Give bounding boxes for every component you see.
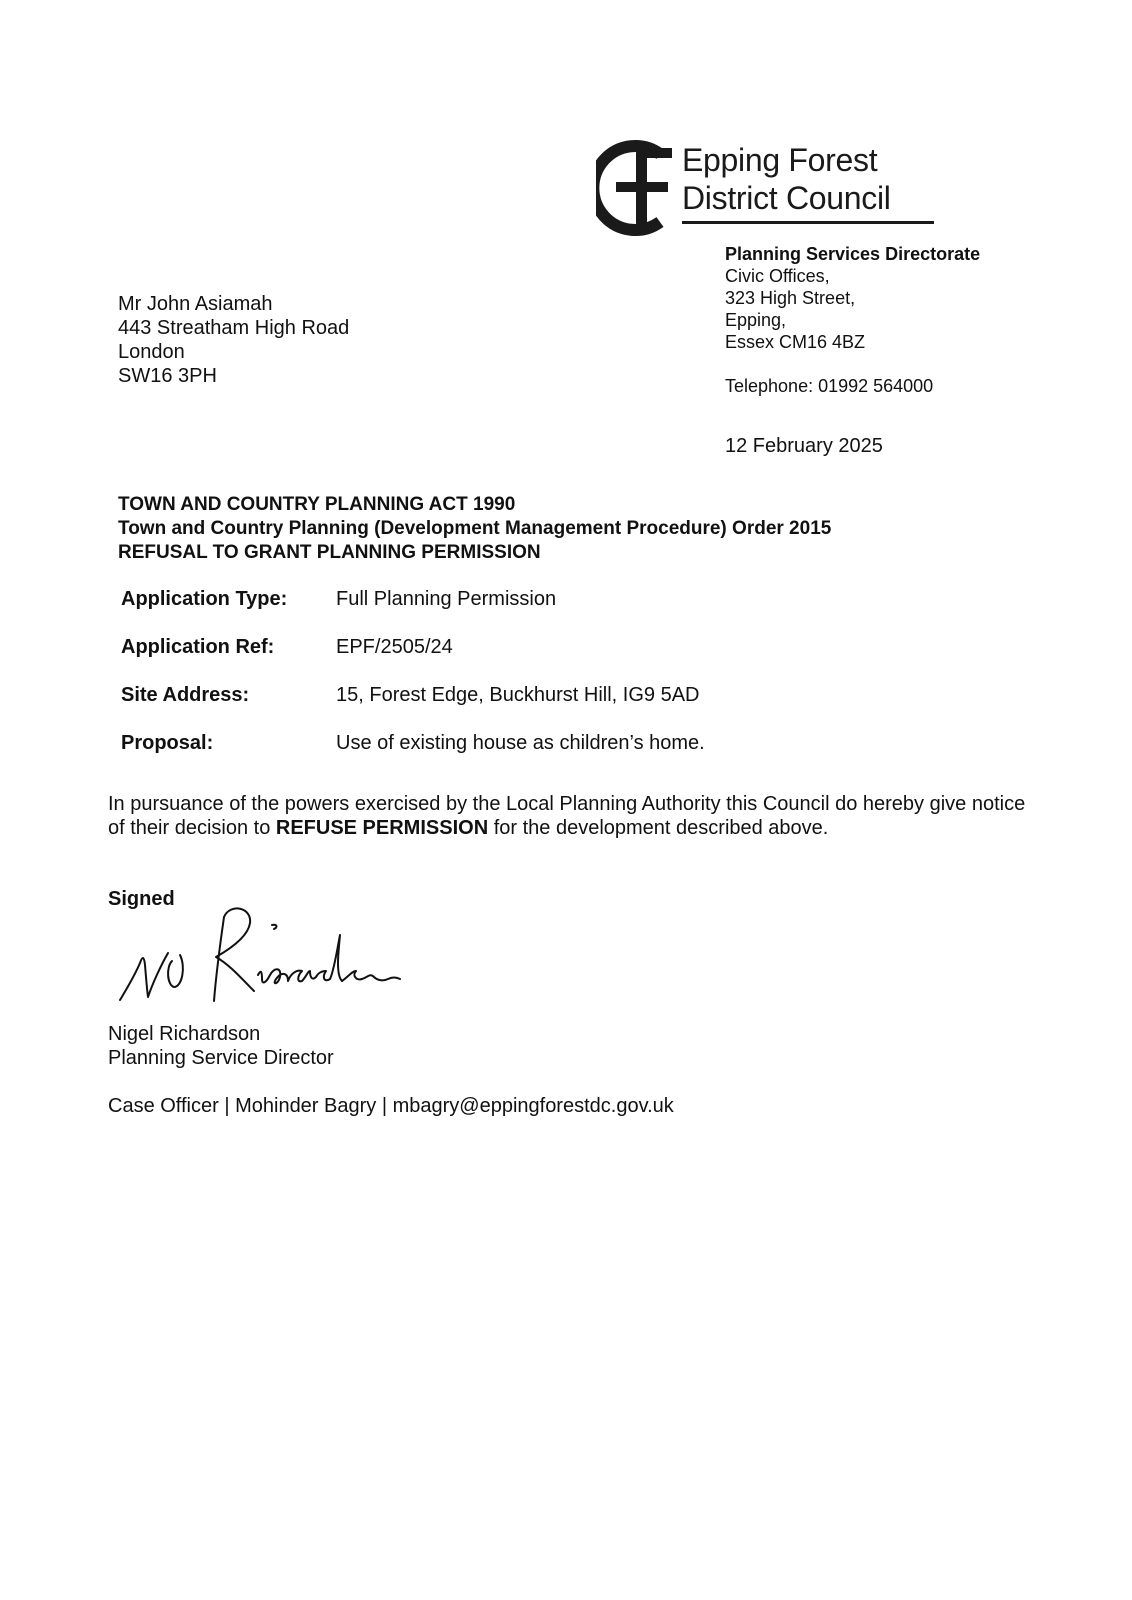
sender-address-line: Epping,: [725, 310, 787, 330]
detail-label: Application Type:: [121, 588, 288, 610]
sender-address: [725, 243, 980, 397]
signed-label: Signed: [108, 888, 175, 910]
signatory-name: Nigel Richardson: [108, 1023, 261, 1045]
case-officer-line: Case Officer | Mohinder Bagry | mbagry@eppingforestdc.gov.uk: [108, 1095, 674, 1117]
detail-value: EPF/2505/24: [336, 636, 453, 658]
logo-title-line2: District Council: [682, 180, 891, 216]
recipient-line: Mr John Asiamah: [118, 293, 273, 315]
council-logo: [596, 138, 946, 238]
recipient-line: SW16 3PH: [118, 365, 217, 387]
logo-underline: [682, 221, 934, 224]
detail-label: Site Address:: [121, 684, 250, 706]
recipient-line: 443 Streatham High Road: [118, 317, 350, 339]
decision-text-after: for the development described above.: [488, 817, 829, 839]
letter-date: 12 February 2025: [725, 435, 883, 457]
sender-address-line: Civic Offices,: [725, 266, 830, 286]
sender-directorate: Planning Services Directorate: [725, 244, 981, 264]
detail-value: Use of existing house as children’s home.: [336, 732, 705, 754]
recipient-address: [118, 292, 349, 388]
detail-value: Full Planning Permission: [336, 588, 557, 610]
decision-refuse-permission: REFUSE PERMISSION: [275, 817, 489, 839]
detail-value: 15, Forest Edge, Buckhurst Hill, IG9 5AD: [336, 684, 700, 706]
efdc-logo-icon: [596, 138, 680, 238]
heading-order: Town and Country Planning (Development Management Procedure) Order 2015: [118, 518, 832, 539]
sender-telephone: Telephone: 01992 564000: [725, 376, 934, 396]
letter-heading: [118, 493, 831, 565]
detail-label: Application Ref:: [121, 636, 275, 658]
heading-decision: REFUSAL TO GRANT PLANNING PERMISSION: [118, 542, 541, 563]
signatory-title: Planning Service Director: [108, 1047, 334, 1069]
signatory: [108, 1022, 334, 1070]
sender-address-line: Essex CM16 4BZ: [725, 332, 866, 352]
detail-label: Proposal:: [121, 732, 214, 754]
logo-title-line1: Epping Forest: [682, 142, 878, 178]
sender-address-line: 323 High Street,: [725, 288, 856, 308]
decision-paragraph: [108, 792, 1028, 840]
heading-act: TOWN AND COUNTRY PLANNING ACT 1990: [118, 494, 516, 515]
decision-text-before: In pursuance of the powers exercised by the Local Planning Authority this Council do hereby give notice of their decision to: [108, 793, 1026, 839]
handwritten-signature: [112, 905, 402, 1015]
recipient-line: London: [118, 341, 185, 363]
